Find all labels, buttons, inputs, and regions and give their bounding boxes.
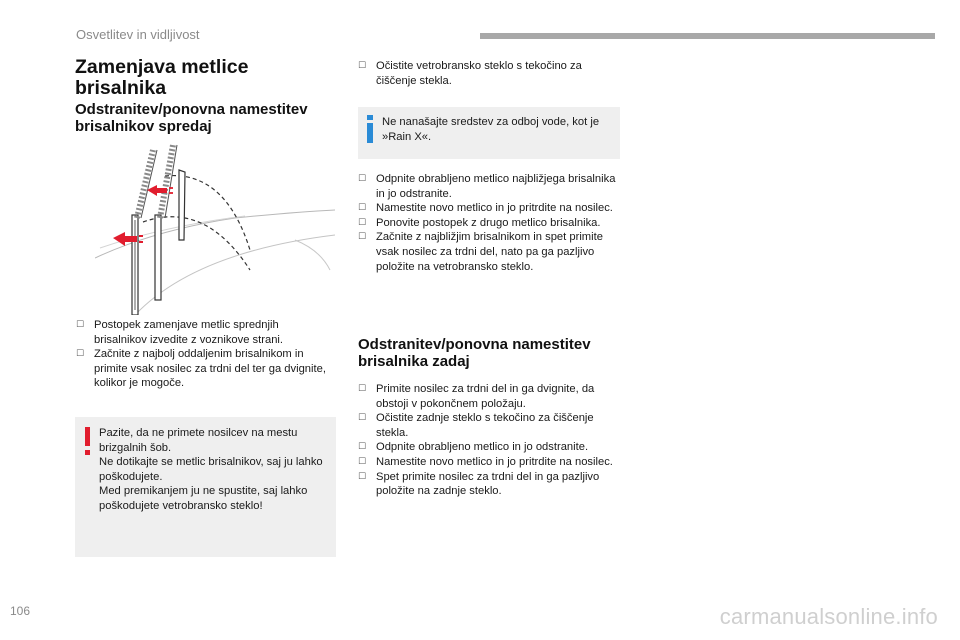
wiper-illustration: [95, 140, 335, 315]
front-heading: Odstranitev/ponovna namestitev brisalnikov spredaj: [75, 101, 308, 135]
list-item: ☐ Postopek zamenjave metlic sprednjih brisalnikov izvedite z voznikove strani.: [76, 318, 326, 347]
list-item: ☐ Namestite novo metlico in jo pritrdite na nosilec.: [358, 201, 620, 216]
replace-steps-list: [358, 172, 620, 274]
warning-exclamation-icon: [84, 427, 92, 457]
info-text: Ne nanašajte sredstev za odboj vode, kot je »Rain X«.: [382, 116, 600, 143]
list-item: ☐ Primite nosilec za trdni del in ga dvignite, da obstoji v pokončnem položaju.: [358, 382, 620, 411]
list-item: ☐ Očistite zadnje steklo s tekočino za čiščenje stekla.: [358, 411, 620, 440]
section-title: Osvetlitev in vidljivost: [76, 27, 200, 42]
page-title: Zamenjava metlice brisalnika: [75, 56, 249, 99]
list-item: ☐ Ponovite postopek z drugo metlico brisalnika.: [358, 216, 620, 231]
rear-steps-list: [358, 382, 620, 499]
list-item: ☐ Spet primite nosilec za trdni del in ga pazljivo položite na zadnje steklo.: [358, 470, 620, 499]
info-box: [358, 107, 620, 159]
front-steps-list: [76, 318, 326, 391]
header-divider: [480, 33, 935, 39]
warning-line: Pazite, da ne primete nosilcev na mestu brizgalnih šob.: [99, 427, 298, 454]
list-item: ☐ Začnite z najbližjim brisalnikom in spet primite vsak nosilec za trdni del, nato pa ga pazljivo položite na vetrobransko steklo.: [358, 230, 620, 274]
list-item: ☐ Odpnite obrabljeno metlico najbližjega brisalnika in jo odstranite.: [358, 172, 620, 201]
list-item: ☐ Odpnite obrabljeno metlico in jo odstranite.: [358, 440, 620, 455]
clean-steps-list: [358, 59, 620, 88]
warning-line: Med premikanjem ju ne spustite, saj lahko poškodujete vetrobransko steklo!: [99, 485, 308, 512]
list-item: ☐ Namestite novo metlico in jo pritrdite na nosilec.: [358, 455, 620, 470]
list-item: ☐ Očistite vetrobransko steklo s tekočino za čiščenje stekla.: [358, 59, 620, 88]
page-number: 106: [10, 604, 31, 618]
warning-line: Ne dotikajte se metlic brisalnikov, saj ju lahko poškodujete.: [99, 456, 323, 483]
list-item: ☐ Začnite z najbolj oddaljenim brisalnikom in primite vsak nosilec za trdni del ter ga dvignite, kolikor je mogoče.: [76, 347, 326, 391]
warning-box: [75, 417, 336, 557]
warning-text: [99, 426, 329, 514]
watermark: carmanualsonline.info: [719, 604, 938, 629]
info-icon: [367, 115, 373, 143]
rear-heading: Odstranitev/ponovna namestitev brisalnika zadaj: [358, 336, 591, 370]
